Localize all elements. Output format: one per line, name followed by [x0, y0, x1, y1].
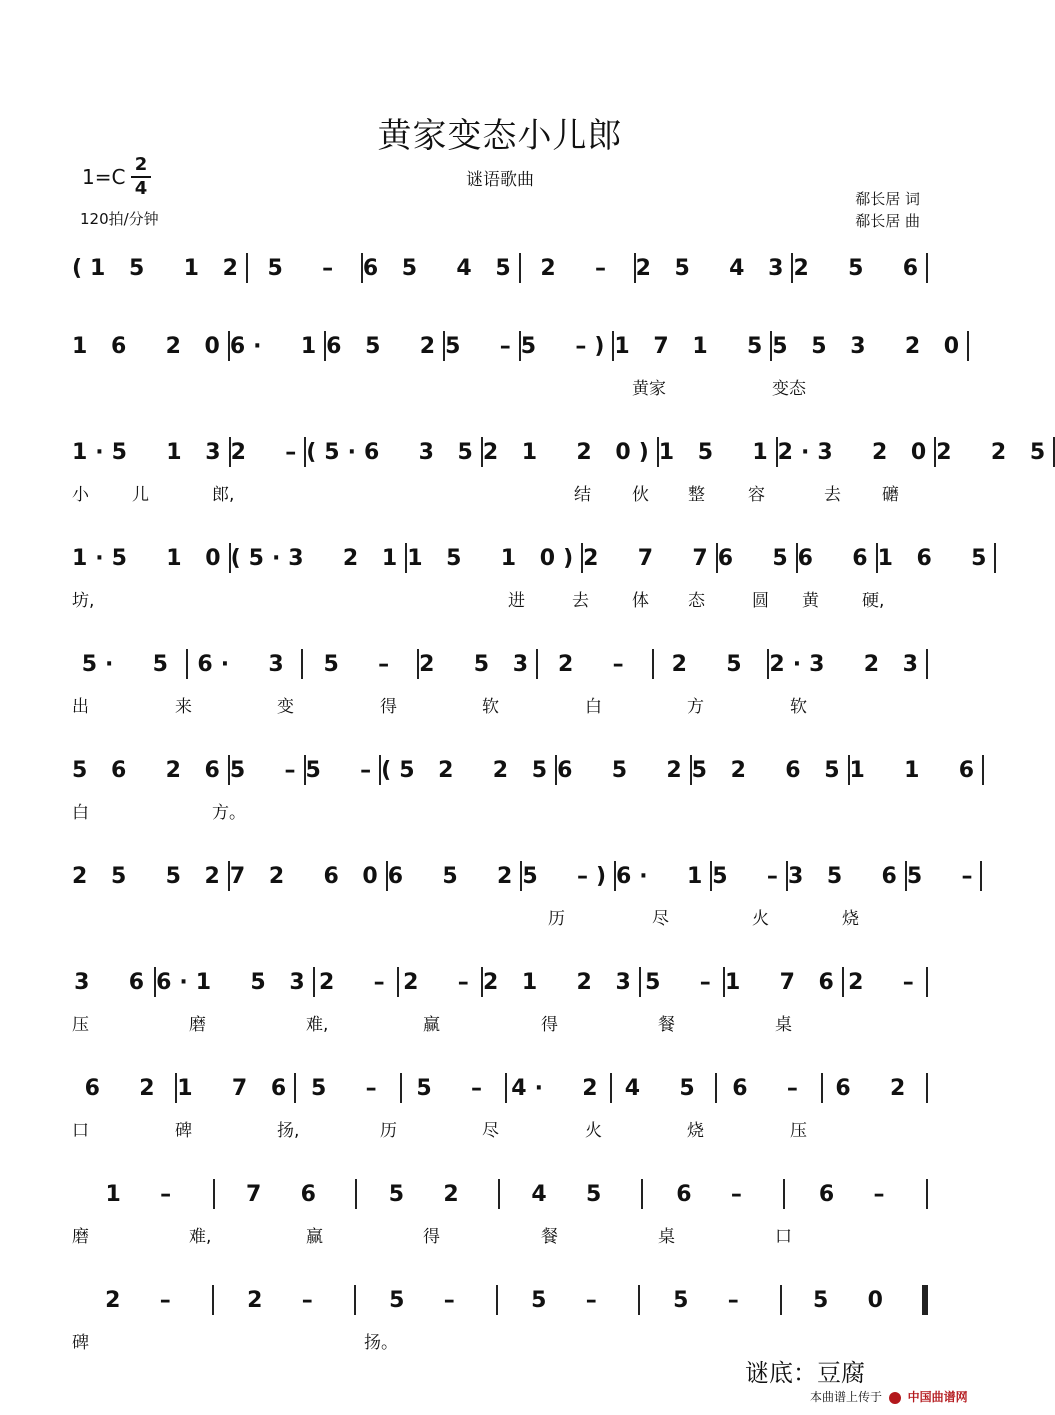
time-signature	[131, 155, 151, 199]
measure: (5·6 3 5	[306, 439, 481, 465]
measure: 1 7 1 5	[614, 333, 771, 359]
lyric: 去	[572, 591, 589, 611]
measure: 1 5 1	[658, 439, 776, 465]
measure: 5 2 6 5	[691, 757, 848, 783]
barline	[994, 543, 996, 573]
lyric: 出	[72, 697, 89, 717]
measure-line	[72, 248, 928, 288]
measure: 5 –	[323, 651, 398, 677]
lyrics-line	[72, 1116, 928, 1140]
time-signature-top: 2	[134, 154, 148, 175]
measure-line	[72, 644, 928, 684]
lyrics-line	[72, 586, 928, 610]
barline	[982, 755, 984, 785]
lyric: 桌	[658, 1227, 675, 1247]
measure: 5 0	[813, 1287, 891, 1313]
score-row	[72, 1174, 928, 1247]
lyric: 黄家	[632, 379, 666, 399]
lyric: 来	[175, 697, 192, 717]
lyric: 碑	[72, 1333, 89, 1353]
barline	[926, 649, 928, 679]
lyric: 硬,	[862, 591, 885, 611]
measure-line	[72, 856, 981, 896]
measure-line	[72, 962, 928, 1002]
lyric: 烧	[842, 909, 859, 929]
measure: 2·3 2 3	[769, 651, 926, 677]
song-title: 黄家变态小儿郎	[377, 116, 623, 156]
lyric: 赢	[423, 1015, 440, 1035]
score-row	[72, 1068, 928, 1141]
measure: 1 6 2 0	[72, 333, 228, 359]
score-row	[72, 1280, 928, 1353]
lyric: 碑	[175, 1121, 192, 1141]
lyric: 儿	[132, 485, 149, 505]
measure: 6·1 5 3	[156, 969, 313, 995]
measure: 2 2 5	[936, 439, 1054, 465]
lyric: 去	[824, 485, 841, 505]
measure: 5 –	[445, 333, 519, 359]
lyric: 得	[423, 1227, 440, 1247]
lyrics-line	[72, 798, 928, 822]
measure: 2·3 2 0	[777, 439, 935, 465]
measure: 2 –	[558, 651, 632, 677]
measure: 7 6	[246, 1181, 324, 1207]
lyric: 火	[585, 1121, 602, 1141]
riddle-answer: 谜底：豆腐	[745, 1359, 865, 1387]
measure: 1 5 1 0)	[407, 545, 582, 571]
measure: 6· 3	[197, 651, 292, 677]
lyrics-line	[72, 1010, 928, 1034]
lyric: 黄	[802, 591, 819, 611]
lyric: 难,	[306, 1015, 329, 1035]
lyric: 历	[548, 909, 565, 929]
measure: 2 1 2 3	[482, 969, 639, 995]
measure: 1 1 6	[849, 757, 983, 783]
lyric: 变态	[772, 379, 806, 399]
measure: 5 –	[229, 757, 304, 783]
measure: 5 6 2 6	[72, 757, 228, 783]
lyric: 火	[752, 909, 769, 929]
lyric: 结	[574, 485, 591, 505]
lyric: 方。	[212, 803, 246, 823]
site-logo-icon	[889, 1392, 901, 1404]
tempo-marking: 120拍/分钟	[80, 210, 159, 228]
measure: 5 2	[388, 1181, 467, 1207]
measure: 2 –	[318, 969, 393, 995]
measure: 5 –)	[522, 863, 614, 889]
lyric: 历	[380, 1121, 397, 1141]
measure: 5 –	[531, 1287, 605, 1313]
lyric: 体	[632, 591, 649, 611]
measure: 5 –	[673, 1287, 747, 1313]
lyric: 白	[585, 697, 602, 717]
lyric: 得	[541, 1015, 558, 1035]
measure: 1 7 6	[177, 1075, 295, 1101]
measure-line	[72, 1280, 928, 1320]
lyrics-line	[72, 374, 928, 398]
measure: 5· 5	[81, 651, 176, 677]
lyric: 口	[775, 1227, 792, 1247]
measure: 1 –	[105, 1181, 180, 1207]
measure: 4 5	[624, 1075, 703, 1101]
measure: 3 6	[74, 969, 153, 995]
score-row	[72, 248, 928, 308]
lyrics-line	[72, 904, 928, 928]
measure: 4· 2	[511, 1075, 606, 1101]
lyric: 扬,	[277, 1121, 300, 1141]
lyric: 难,	[189, 1227, 212, 1247]
measure: 5 5 3 2 0	[772, 333, 968, 359]
measure: 5 –)	[520, 333, 613, 359]
measure-line	[72, 1174, 928, 1214]
measure: 6 –	[818, 1181, 893, 1207]
measure: 1·5 1 0	[72, 545, 229, 571]
lyric: 餐	[541, 1227, 558, 1247]
measure: 2 –	[247, 1287, 321, 1313]
lyric: 圆	[752, 591, 769, 611]
lyric: 郎,	[212, 485, 235, 505]
measure: 2 –	[540, 255, 614, 281]
measure: 5 –	[267, 255, 342, 281]
lyric: 尽	[652, 909, 669, 929]
measure: 5 –	[645, 969, 719, 995]
lyric: 小	[72, 485, 89, 505]
lyric: 口	[72, 1121, 89, 1141]
measure: 6 2	[84, 1075, 163, 1101]
lyric: 礳	[882, 485, 899, 505]
lyrics-line	[72, 1222, 928, 1246]
measure: 1·5 1 3	[72, 439, 229, 465]
measure: 6 5 4 5	[362, 255, 519, 281]
lyric: 桌	[775, 1015, 792, 1035]
footer	[810, 1388, 968, 1405]
lyric: 整	[688, 485, 705, 505]
lyric: 压	[72, 1015, 89, 1035]
measure: 5 –	[305, 757, 380, 783]
barline	[926, 967, 928, 997]
score-row	[72, 644, 928, 717]
score-row	[72, 326, 968, 399]
lyric: 软	[790, 697, 807, 717]
measure: 7 2 6 0	[229, 863, 386, 889]
measure: 5 –	[311, 1075, 385, 1101]
lyric: 餐	[658, 1015, 675, 1035]
measure: 5 –	[906, 863, 981, 889]
measure: 2 –	[230, 439, 305, 465]
measure-line	[72, 538, 995, 578]
composer-credit: 郗长居 曲	[855, 212, 920, 230]
measure-line	[72, 750, 983, 790]
measure: 6 –	[732, 1075, 806, 1101]
measure: 6· 1	[616, 863, 711, 889]
measure-line	[72, 326, 968, 366]
lyric: 变	[277, 697, 294, 717]
lyric: 磨	[72, 1227, 89, 1247]
song-subtitle: 谜语歌曲	[466, 170, 534, 190]
lyric: 烧	[687, 1121, 704, 1141]
measure: 2 5 6	[793, 255, 927, 281]
measure: (5 2 2 5	[381, 757, 556, 783]
measure: 6 –	[676, 1181, 750, 1207]
barline	[926, 253, 928, 283]
score-row	[72, 538, 995, 611]
measure: 2 5 5 2	[72, 863, 228, 889]
measure: 6· 1	[229, 333, 325, 359]
measure-line	[72, 1068, 928, 1108]
measure: 5 –	[712, 863, 786, 889]
barline	[967, 331, 969, 361]
measure: 5 –	[416, 1075, 490, 1101]
barline	[926, 1073, 928, 1103]
measure: 6 5 2	[557, 757, 690, 783]
barline	[980, 861, 982, 891]
measure: 4 5	[531, 1181, 610, 1207]
score-row	[72, 432, 1054, 505]
measure-line	[72, 432, 1054, 472]
lyric: 进	[508, 591, 525, 611]
measure: 2 –	[105, 1287, 179, 1313]
lyric: 白	[72, 803, 89, 823]
lyrics-line	[72, 480, 928, 504]
lyric: 压	[790, 1121, 807, 1141]
measure: 2 5 4 3	[635, 255, 792, 281]
measure: 2 –	[403, 969, 477, 995]
measure: 3 5 6	[787, 863, 905, 889]
lyric: 方	[687, 697, 704, 717]
lyric: 态	[688, 591, 705, 611]
score-row	[72, 750, 983, 823]
measure: 6 5 2	[326, 333, 444, 359]
measure: 6 5	[717, 545, 796, 571]
lyrics-line	[72, 1328, 928, 1352]
measure: 1 7 6	[724, 969, 842, 995]
measure: 6 2	[835, 1075, 914, 1101]
lyric: 坊,	[72, 591, 95, 611]
lyric: 软	[482, 697, 499, 717]
measure: 2 7 7	[583, 545, 716, 571]
measure: 2 5	[671, 651, 750, 677]
score-row	[72, 962, 928, 1035]
footer-text: 本曲谱上传于	[810, 1390, 883, 1404]
lyric: 容	[748, 485, 765, 505]
final-barline	[922, 1285, 928, 1315]
lyric: 伙	[632, 485, 649, 505]
barline	[926, 1179, 928, 1209]
lyric: 得	[380, 697, 397, 717]
lyric: 尽	[482, 1121, 499, 1141]
measure: (1 5 1 2	[72, 255, 246, 281]
measure: 2 1 2 0)	[482, 439, 657, 465]
lyric: 扬。	[364, 1333, 398, 1353]
time-signature-bottom: 4	[134, 178, 148, 199]
lyricist-credit: 郗长居 词	[855, 190, 920, 208]
measure: 6 5 2	[387, 863, 521, 889]
measure: 1 6 5	[877, 545, 995, 571]
measure: 2 –	[848, 969, 922, 995]
measure: 6 6	[797, 545, 876, 571]
lyric: 磨	[189, 1015, 206, 1035]
measure: 2 5 3	[419, 651, 537, 677]
score-row	[72, 856, 981, 929]
lyrics-line	[72, 692, 928, 716]
footer-site[interactable]: 中国曲谱网	[907, 1390, 968, 1404]
measure: (5·3 2 1	[230, 545, 406, 571]
key-signature: 1=C	[82, 165, 126, 189]
lyric: 赢	[306, 1227, 323, 1247]
measure: 5 –	[389, 1287, 463, 1313]
